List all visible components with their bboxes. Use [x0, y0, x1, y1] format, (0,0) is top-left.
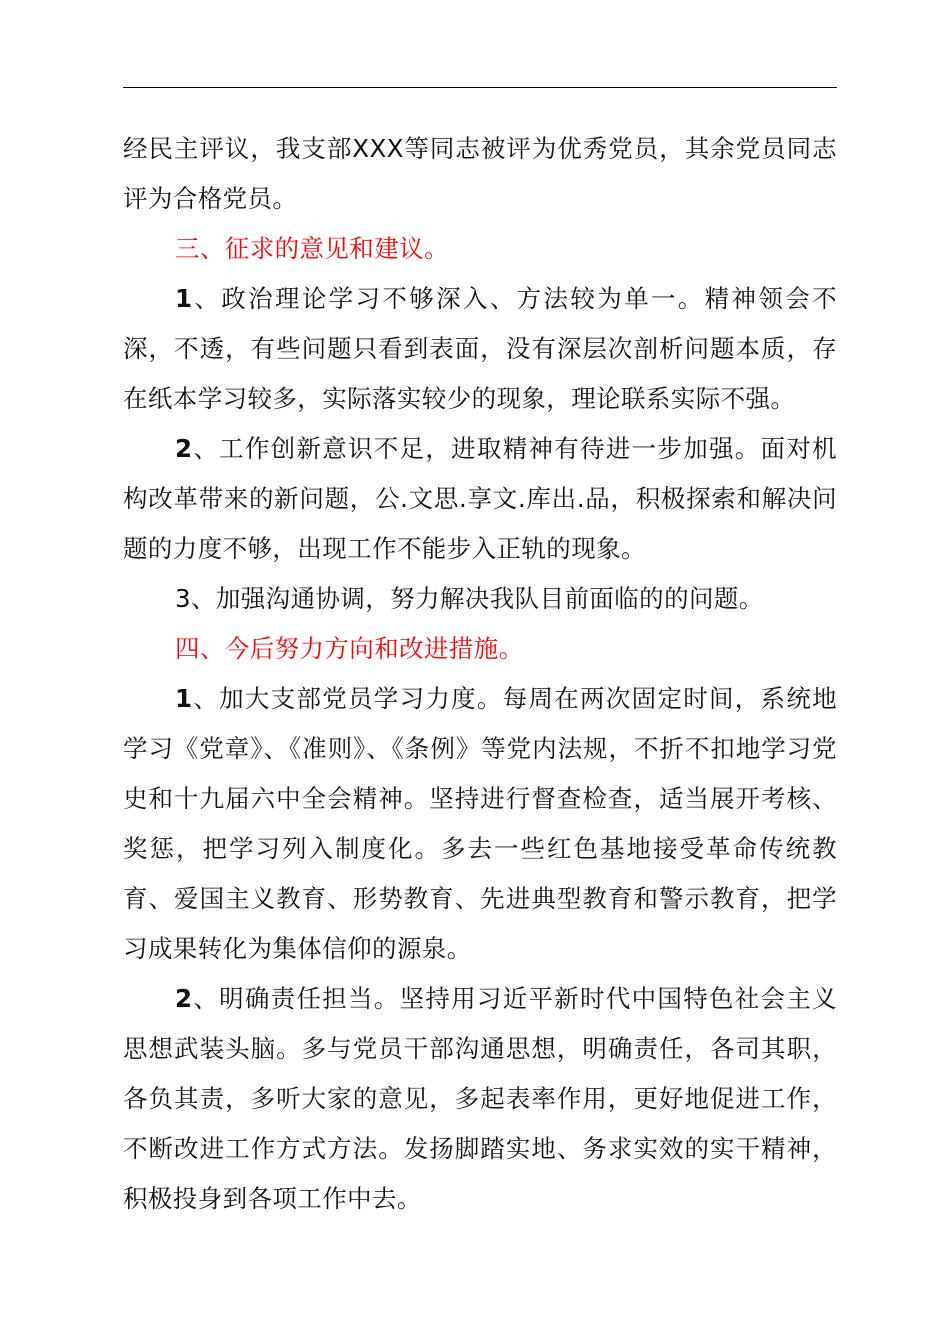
section-heading-four: 四、今后努力方向和改进措施。 — [175, 634, 524, 663]
item-number: 1 — [175, 684, 193, 713]
paragraph — [123, 974, 837, 1224]
item-number: 2 — [175, 434, 193, 463]
paragraph-text: 、明确责任担当。坚持用习近平新时代中国特色社会主义思想武装头脑。多与党员干部沟通思想，明确责任，各司其职，各负其责，多听大家的意见，多起表率作用，更好地促进工作，不断改进工作方式方法。发扬脚踏实地、务求实效的实干精神，积极投身到各项工作中去。 — [123, 984, 837, 1213]
paragraph — [123, 424, 837, 574]
paragraph-text: 、政治理论学习不够深入、方法较为单一。精神领会不深，不透，有些问题只看到表面，没有深层次剖析问题本质，存在纸本学习较多，实际落实较少的现象，理论联系实际不强。 — [123, 284, 837, 413]
section-heading-three: 三、征求的意见和建议。 — [175, 234, 449, 263]
paragraph-text: 、工作创新意识不足，进取精神有待进一步加强。面对机构改革带来的新问题，公.文思.享文.库出.品，积极探索和解决问题的力度不够，出现工作不能步入正轨的现象。 — [123, 434, 837, 563]
item-number: 1 — [175, 284, 193, 313]
paragraph — [123, 674, 837, 974]
paragraph: 经民主评议，我支部XXX等同志被评为优秀党员，其余党员同志评为合格党员。 — [123, 134, 837, 213]
paragraph — [123, 274, 837, 424]
document-body — [123, 124, 837, 1224]
paragraph: 3、加强沟通协调，努力解决我队目前面临的的问题。 — [175, 584, 764, 613]
item-number: 2 — [175, 984, 193, 1013]
paragraph-text: 、加大支部党员学习力度。每周在两次固定时间，系统地学习《党章》、《准则》、《条例》等党内法规，不折不扣地学习党史和十九届六中全会精神。坚持进行督查检查，适当展开考核、奖惩，把学习列入制度化。多去一些红色基地接受革命传统教育、爱国主义教育、形势教育、先进典型教育和警示教育，把学习成果转化为集体信仰的源泉。 — [123, 684, 837, 963]
header-rule — [123, 87, 837, 88]
